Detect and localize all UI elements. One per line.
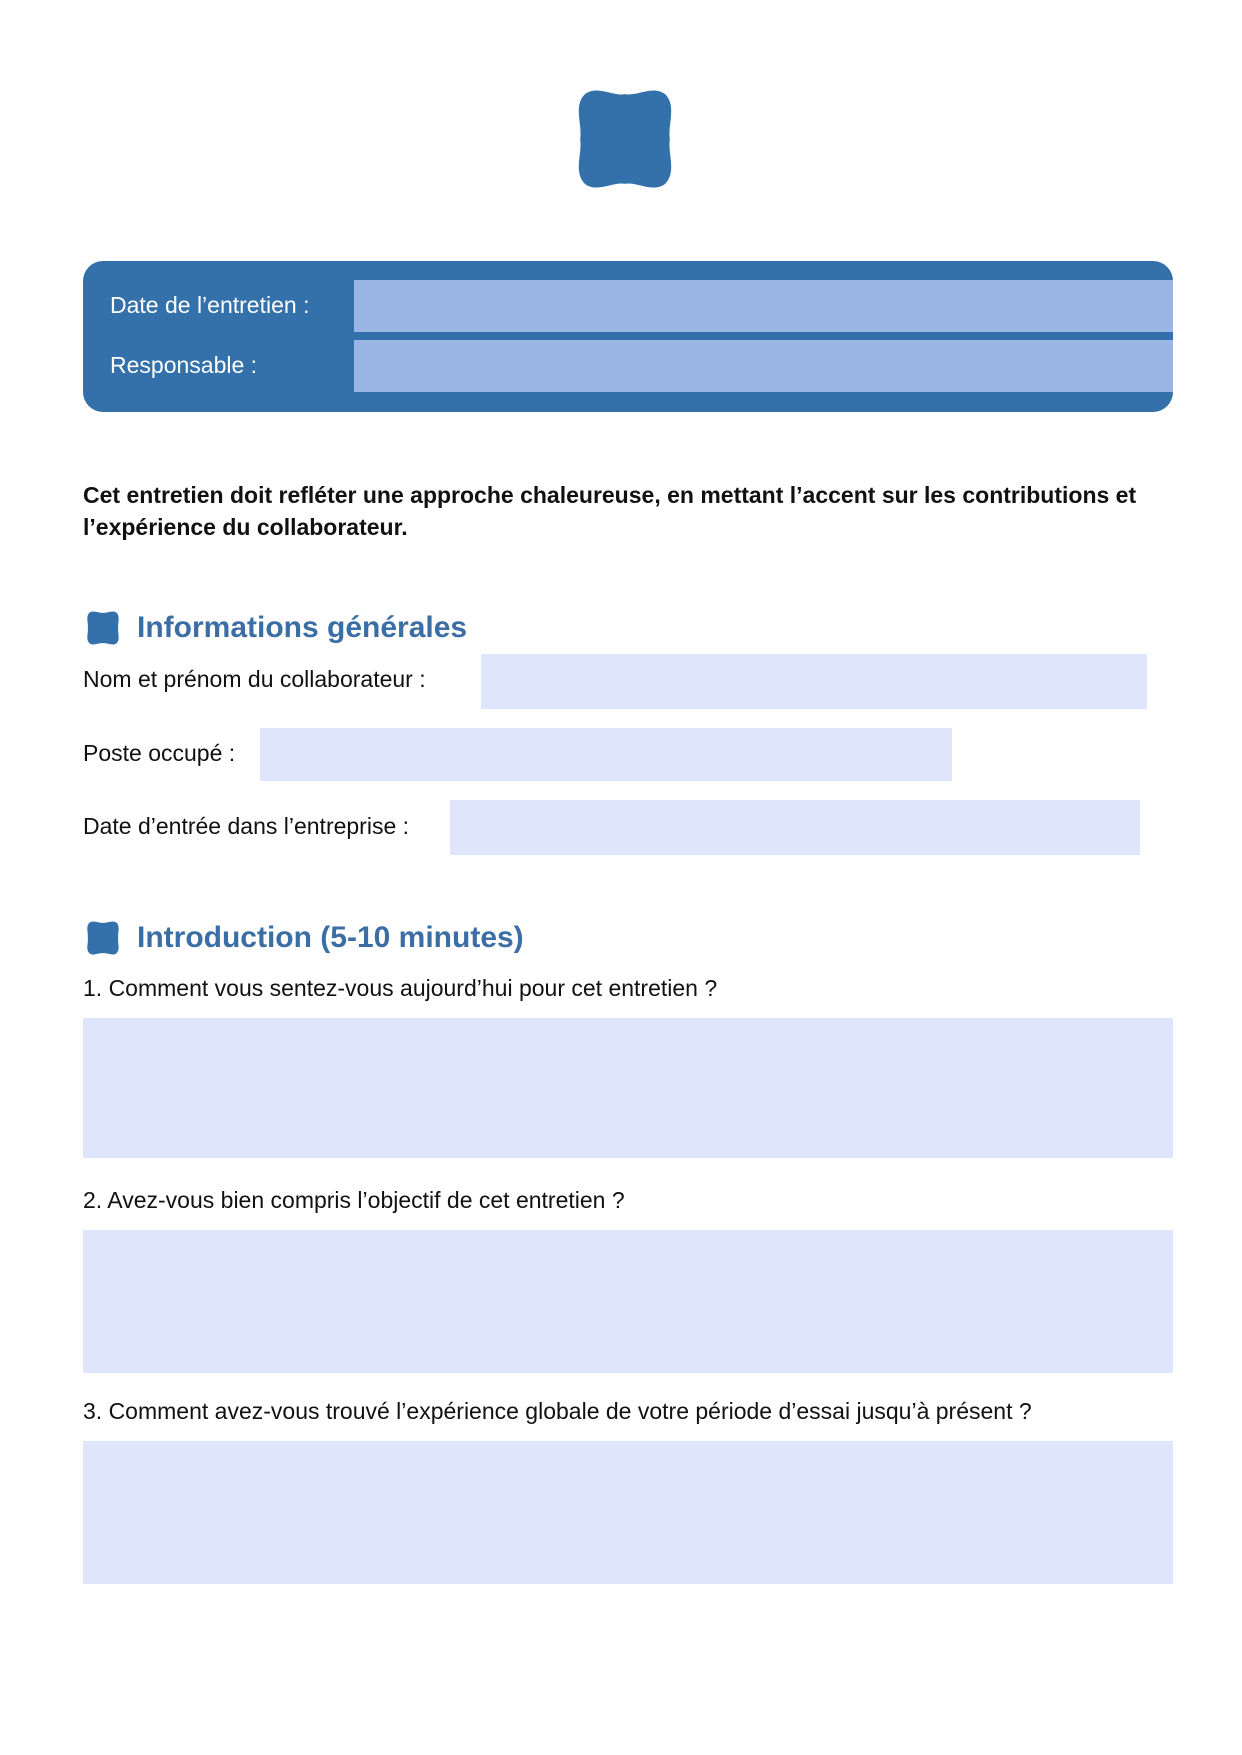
employee-name-label: Nom et prénom du collaborateur : <box>83 666 426 692</box>
blob-logo-icon <box>563 80 687 198</box>
section-title-text: Informations générales <box>137 611 468 644</box>
blob-icon <box>83 918 123 958</box>
intro-text: Cet entretien doit refléter une approche chaleureuse, en mettant l’accent sur les contributions et l’expérience du collaborateur. <box>83 482 1137 540</box>
question-2-label: 2. Avez-vous bien compris l’objectif de cet entretien ? <box>83 1187 625 1213</box>
manager-field[interactable] <box>354 340 1173 392</box>
employee-name-field[interactable] <box>481 654 1147 709</box>
start-date-label: Date d’entrée dans l’entreprise : <box>83 813 410 839</box>
interview-date-field[interactable] <box>354 280 1173 332</box>
interview-date-label: Date de l’entretien : <box>110 292 310 318</box>
position-label: Poste occupé : <box>83 740 236 766</box>
question-3-label: 3. Comment avez-vous trouvé l’expérience globale de votre période d’essai jusqu’à présent ? <box>83 1398 1032 1424</box>
question-1-answer-field[interactable] <box>83 1018 1173 1158</box>
blob-icon <box>83 608 123 648</box>
question-1-label: 1. Comment vous sentez-vous aujourd’hui pour cet entretien ? <box>83 975 718 1001</box>
interview-header-card <box>83 261 1173 412</box>
question-3-answer-field[interactable] <box>83 1441 1173 1584</box>
position-field[interactable] <box>260 728 952 781</box>
manager-label: Responsable : <box>110 352 258 378</box>
section-title-introduction <box>83 917 524 959</box>
start-date-field[interactable] <box>450 800 1140 855</box>
section-title-text: Introduction (5-10 minutes) <box>137 921 524 954</box>
question-2-answer-field[interactable] <box>83 1230 1173 1373</box>
section-title-general-info <box>83 607 467 649</box>
